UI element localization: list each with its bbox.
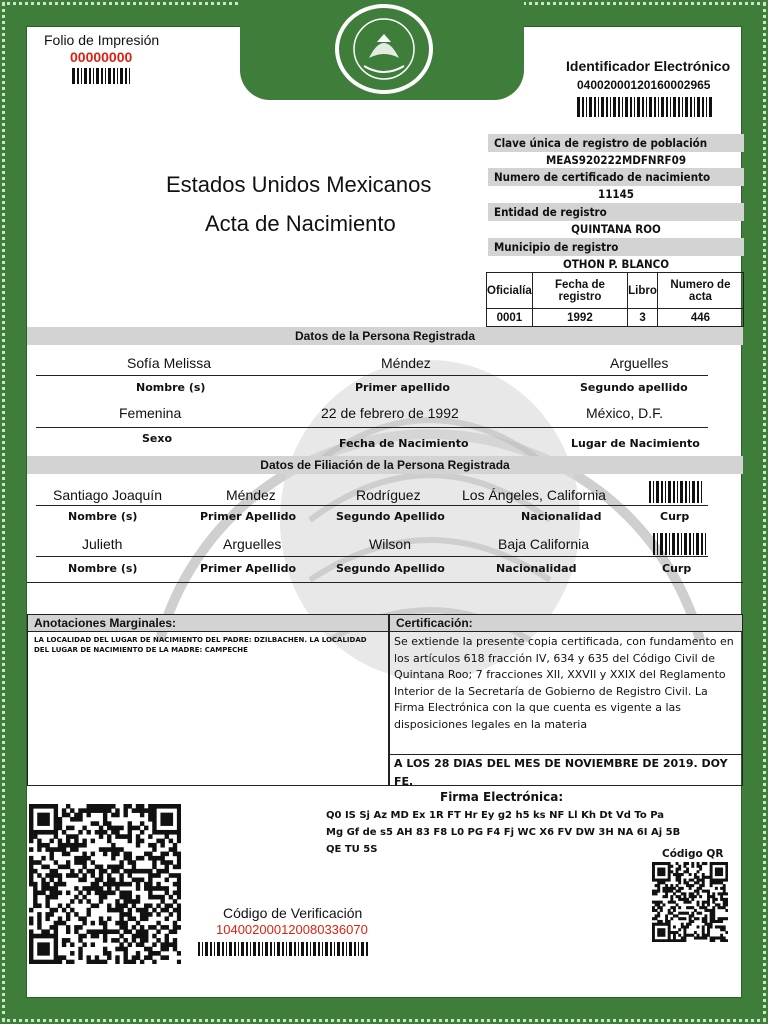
person-name: Sofía Melissa xyxy=(127,355,212,371)
certificate-label: Numero de certificado de nacimiento xyxy=(488,168,744,186)
header-numero-acta: Numero de acta xyxy=(657,273,743,309)
certification-title: Certificación: xyxy=(390,615,742,632)
id-barcode-icon xyxy=(577,97,714,117)
father-name: Santiago Joaquín xyxy=(53,487,162,503)
certification-text: Se extiende la presente copia certificada, con fundamento en los artículos 618 fracción IV, 634 y 635 del Código Civil de Quintana Roo; 7 fracciones XII, XXVII y XXIX del Reglamento Interior de la Secretaría de Gobierno de Registro Civil. La Firma Electrónica con la que cuenta es vigente a las disposiciones legales en la materia xyxy=(390,632,742,755)
municipality-label: Municipio de registro xyxy=(488,238,744,256)
value-oficialia: 0001 xyxy=(487,309,533,327)
id-number: 04002000120160002965 xyxy=(577,78,711,92)
person-birth-date: 22 de febrero de 1992 xyxy=(321,405,459,421)
national-seal-icon xyxy=(335,4,433,94)
header-libro: Libro xyxy=(628,273,658,309)
divider xyxy=(36,556,708,557)
mother-first-surname-label: Primer Apellido xyxy=(200,562,297,575)
person-sex-label: Sexo xyxy=(142,432,173,445)
father-first-surname: Méndez xyxy=(226,487,276,503)
header-fecha-registro: Fecha de registro xyxy=(532,273,627,309)
mother-name: Julieth xyxy=(82,536,123,552)
father-curp-barcode-icon xyxy=(649,481,705,503)
entity-value: QUINTANA ROO xyxy=(571,222,661,236)
registry-table xyxy=(486,272,744,327)
father-second-surname-label: Segundo Apellido xyxy=(336,510,445,523)
father-nationality-label: Nacionalidad xyxy=(521,510,602,523)
mother-nationality-label: Nacionalidad xyxy=(496,562,577,575)
person-first-surname: Méndez xyxy=(381,355,431,371)
firma-label: Firma Electrónica: xyxy=(440,790,564,804)
certification-box xyxy=(389,614,743,786)
municipality-value: OTHON P. BLANCO xyxy=(562,257,670,271)
folio-barcode-icon xyxy=(72,68,132,84)
person-birth-place: México, D.F. xyxy=(586,405,664,421)
curp-value: MEAS920222MDFNRF09 xyxy=(545,153,687,167)
folio-label: Folio de Impresión xyxy=(44,32,160,48)
annotations-box xyxy=(27,614,389,786)
mother-second-surname-label: Segundo Apellido xyxy=(336,562,445,575)
divider xyxy=(36,505,708,506)
father-name-label: Nombre (s) xyxy=(68,510,138,523)
value-fecha-registro: 1992 xyxy=(532,309,627,327)
mother-second-surname: Wilson xyxy=(369,536,412,552)
person-birth-place-label: Lugar de Nacimiento xyxy=(571,437,700,450)
qr-label: Código QR xyxy=(662,848,724,860)
verification-qr-code-icon xyxy=(29,804,181,964)
annotations-title: Anotaciones Marginales: xyxy=(28,615,388,632)
person-section-title: Datos de la Persona Registrada xyxy=(27,327,743,345)
divider xyxy=(36,427,708,428)
value-libro: 3 xyxy=(628,309,658,327)
verification-label: Código de Verificación xyxy=(223,905,363,921)
qr-code-icon xyxy=(652,862,728,942)
certificate-field xyxy=(488,168,744,203)
filiation-section-title: Datos de Filiación de la Persona Registrada xyxy=(27,456,743,474)
annotations-text: LA LOCALIDAD DEL LUGAR DE NACIMIENTO DEL PADRE: DZILBACHEN. LA LOCALIDAD DEL LUGAR DE NACIMIENTO DE LA MADRE: CAMPECHE xyxy=(34,636,367,654)
mother-name-label: Nombre (s) xyxy=(68,562,138,575)
certificate-value: 11145 xyxy=(598,187,634,201)
verification-barcode-icon xyxy=(198,942,370,956)
municipality-field xyxy=(488,238,744,273)
entity-field xyxy=(488,203,744,238)
firma-text: Q0 IS Sj Az MD Ex 1R FT Hr Ey g2 h5 ks NF Ll Kh Dt Vd To Pa Mg Gf de s5 AH 83 F8 L0 PG F4 Fj WC X6 FV DW 3H NA 6I Aj 5B QE TU 5S xyxy=(326,810,681,855)
person-name-label: Nombre (s) xyxy=(136,381,206,394)
curp-label: Clave única de registro de población xyxy=(488,134,744,152)
certification-date: A LOS 28 DIAS DEL MES DE NOVIEMBRE DE 2019. DOY FE. xyxy=(394,757,728,788)
curp-field xyxy=(488,134,744,169)
mother-curp-label: Curp xyxy=(662,562,692,575)
id-label: Identificador Electrónico xyxy=(566,58,731,74)
father-first-surname-label: Primer Apellido xyxy=(200,510,297,523)
document-title: Acta de Nacimiento xyxy=(205,211,396,236)
divider xyxy=(27,582,743,583)
person-birth-date-label: Fecha de Nacimiento xyxy=(339,437,469,450)
value-numero-acta: 446 xyxy=(657,309,743,327)
folio-number: 00000000 xyxy=(70,49,133,65)
person-second-surname: Arguelles xyxy=(610,355,669,371)
divider xyxy=(36,375,708,376)
father-nationality: Los Ángeles, California xyxy=(462,487,606,503)
father-second-surname: Rodríguez xyxy=(356,487,421,503)
verification-number: 104002000120080336070 xyxy=(216,922,368,937)
mother-first-surname: Arguelles xyxy=(223,536,282,552)
person-first-surname-label: Primer apellido xyxy=(355,381,450,394)
person-second-surname-label: Segundo apellido xyxy=(580,381,688,394)
person-sex: Femenina xyxy=(119,405,182,421)
mother-nationality: Baja California xyxy=(498,536,590,552)
document-title-country: Estados Unidos Mexicanos xyxy=(166,172,432,197)
mother-curp-barcode-icon xyxy=(653,533,709,555)
father-curp-label: Curp xyxy=(660,510,690,523)
header-oficialia: Oficialía xyxy=(487,273,533,309)
entity-label: Entidad de registro xyxy=(488,203,744,221)
